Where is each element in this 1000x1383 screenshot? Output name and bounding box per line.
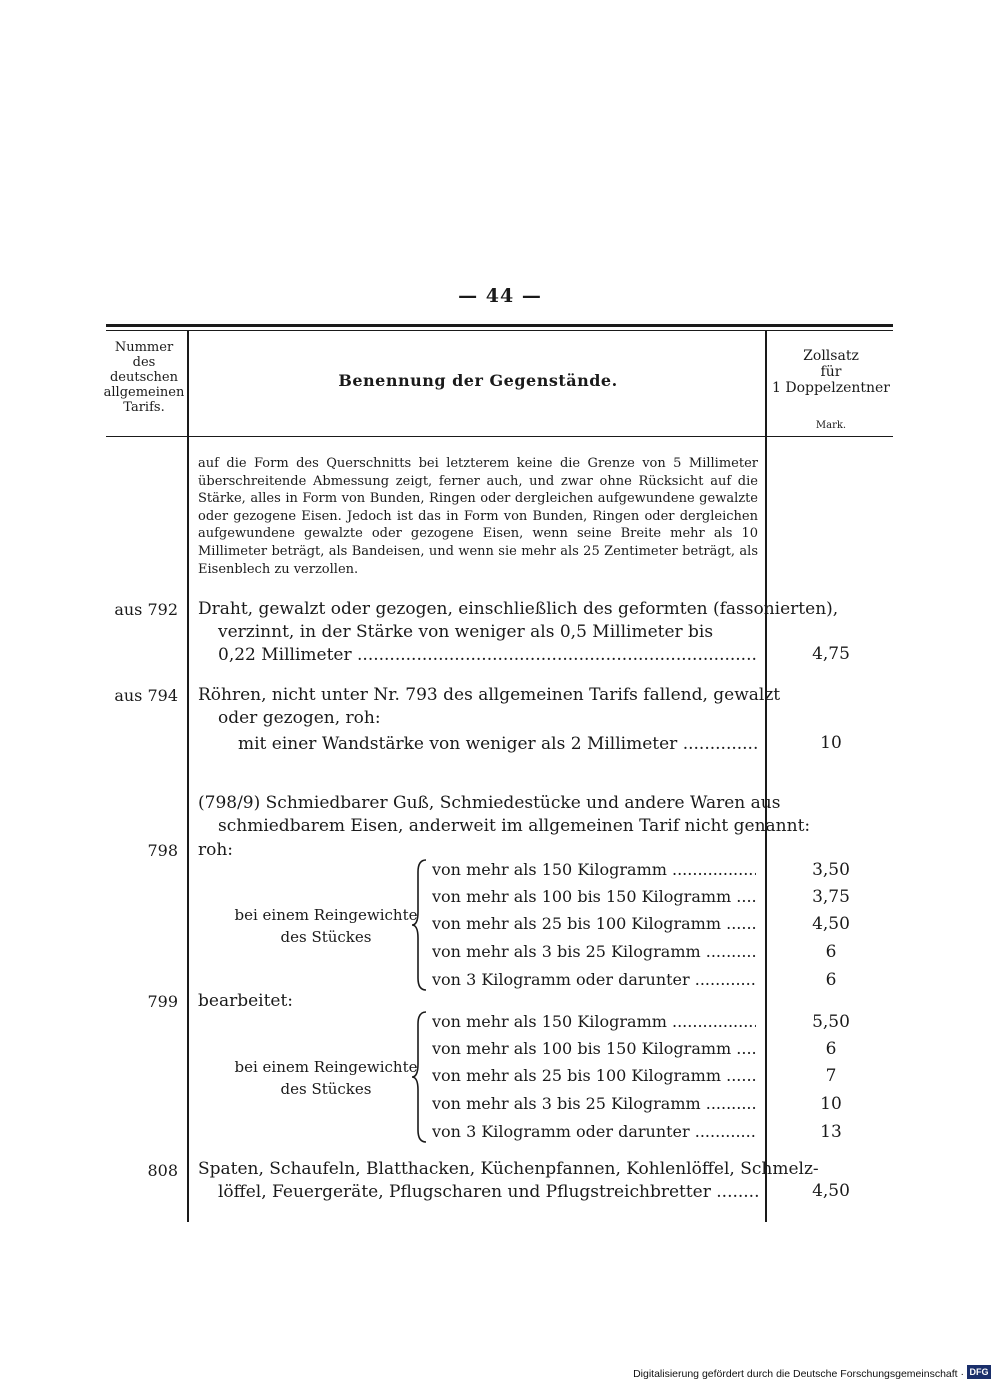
list-item: von mehr als 100 bis 150 Kilogramm ..... bbox=[432, 887, 756, 906]
duty-rate: 13 bbox=[820, 1122, 842, 1142]
group-heading: schmiedbarem Eisen, anderweit im allgemeinen Tarif nicht genannt: bbox=[218, 816, 811, 836]
list-item: von 3 Kilogramm oder darunter ..... bbox=[432, 1122, 756, 1141]
digitization-credit: Digitalisierung gefördert durch die Deutsche Forschungsgemeinschaft · bbox=[633, 1368, 964, 1380]
list-item: von mehr als 100 bis 150 Kilogramm ..... bbox=[432, 1039, 756, 1058]
duty-rate: 3,50 bbox=[812, 860, 850, 880]
duty-rate: 4,75 bbox=[812, 644, 850, 664]
list-item: von mehr als 3 bis 25 Kilogramm ..... bbox=[432, 942, 756, 961]
list-item: von mehr als 25 bis 100 Kilogramm ..... bbox=[432, 1066, 756, 1085]
table-top-rule bbox=[106, 324, 893, 327]
duty-rate: 3,75 bbox=[812, 887, 850, 907]
entry-text: Spaten, Schaufeln, Blatthacken, Küchenpfannen, Kohlenlöffel, Schmelz- bbox=[198, 1159, 819, 1179]
column-divider-right bbox=[765, 331, 767, 1222]
subgroup-heading: bearbeitet: bbox=[198, 991, 294, 1011]
dfg-logo: DFG bbox=[967, 1365, 991, 1379]
brace-label: bei einem Reingewichte des Stückes bbox=[234, 906, 418, 946]
duty-rate: 7 bbox=[825, 1066, 837, 1086]
header-bottom-rule bbox=[106, 436, 893, 437]
intro-paragraph: auf die Form des Querschnitts bei letzterem keine die Grenze von 5 Millimeter überschreitende Abmessung zeigt, ferner auch, und zwar ohne Rücksicht auf die Stärke, alles in Form von Bunden, Ringen oder dergleichen aufgewundene gewalzte oder gezogene Eisen. Jedoch ist das in Form von Bunden, Ringen oder dergleichen aufgewundene gewalzte oder gezogene Eisen, wenn seine Breite mehr als 10 Millimeter beträgt, als Bandeisen, und wenn sie mehr als 25 Zentimeter beträgt, als Eisenblech zu verzollen. bbox=[198, 456, 758, 577]
duty-rate: 10 bbox=[820, 733, 842, 753]
entry-text-leader: 0,22 Millimeter ..... bbox=[218, 644, 758, 667]
duty-rate: 10 bbox=[820, 1094, 842, 1114]
tariff-number: aus 792 bbox=[114, 600, 178, 619]
header-name-column: Benennung der Gegenstände. bbox=[338, 371, 618, 390]
list-item: von mehr als 150 Kilogramm ..... bbox=[432, 1012, 756, 1031]
entry-text: Röhren, nicht unter Nr. 793 des allgemeinen Tarifs fallend, gewalzt bbox=[198, 685, 781, 705]
page-number: — 44 — bbox=[458, 285, 542, 307]
entry-text: Draht, gewalzt oder gezogen, einschließlich des geformten (fassonierten), bbox=[198, 599, 839, 619]
duty-rate: 6 bbox=[825, 1039, 837, 1059]
duty-rate: 4,50 bbox=[812, 914, 850, 934]
curly-brace-icon bbox=[410, 858, 430, 992]
tariff-number: 798 bbox=[147, 841, 178, 860]
header-rate-column: Zollsatz für 1 Doppelzentner bbox=[772, 348, 890, 397]
column-divider-left bbox=[187, 331, 189, 1222]
list-item: von 3 Kilogramm oder darunter ..... bbox=[432, 970, 756, 989]
tariff-number: 808 bbox=[147, 1161, 178, 1180]
header-rate-unit: Mark. bbox=[815, 420, 847, 431]
header-number-column: Nummer des deutschen allgemeinen Tarifs. bbox=[103, 340, 185, 415]
duty-rate: 5,50 bbox=[812, 1012, 850, 1032]
entry-text: oder gezogen, roh: bbox=[218, 708, 381, 728]
tariff-number: 799 bbox=[147, 992, 178, 1011]
duty-rate: 4,50 bbox=[812, 1181, 850, 1201]
brace-label: bei einem Reingewichte des Stückes bbox=[234, 1058, 418, 1098]
table-top-rule-thin bbox=[106, 330, 893, 331]
entry-text-leader: mit einer Wandstärke von weniger als 2 Millimeter ..... bbox=[238, 733, 758, 756]
list-item: von mehr als 3 bis 25 Kilogramm ..... bbox=[432, 1094, 756, 1113]
tariff-number: aus 794 bbox=[114, 686, 178, 705]
list-item: von mehr als 150 Kilogramm ..... bbox=[432, 860, 756, 879]
subgroup-heading: roh: bbox=[198, 840, 234, 860]
duty-rate: 6 bbox=[825, 970, 837, 990]
entry-text-leader: löffel, Feuergeräte, Pflugscharen und Pflugstreichbretter ..... bbox=[218, 1181, 758, 1204]
curly-brace-icon bbox=[410, 1010, 430, 1144]
list-item: von mehr als 25 bis 100 Kilogramm ..... bbox=[432, 914, 756, 933]
group-heading: (798/9) Schmiedbarer Guß, Schmiedestücke und andere Waren aus bbox=[198, 793, 781, 813]
duty-rate: 6 bbox=[825, 942, 837, 962]
entry-text: verzinnt, in der Stärke von weniger als 0,5 Millimeter bis bbox=[218, 622, 714, 642]
